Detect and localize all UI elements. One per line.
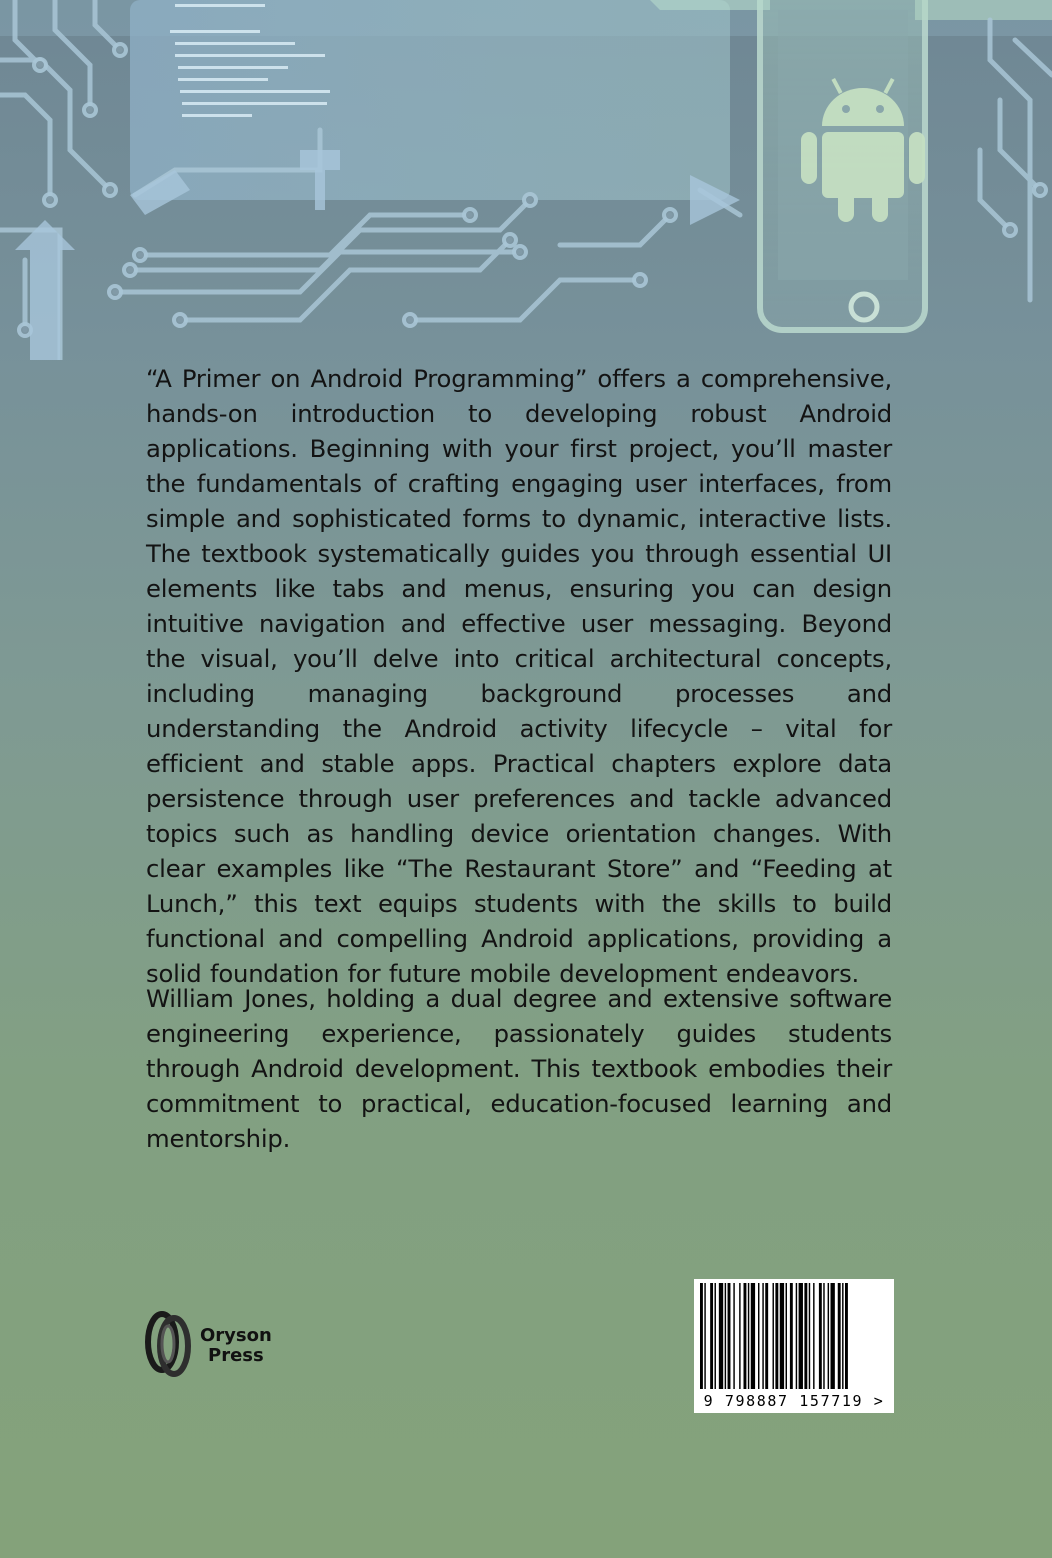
book-description: “A Primer on Android Programming” offers a comprehensive, hands-on introduction to developing robust Android applications. Beginning with your first project, you’ll master the fundamentals of crafting engaging user interfaces, from simple and sophisticated forms to dynamic, interactive lists. The textbook systematically guides you through essential UI elements like tabs and menus, ensuring you can design intuitive navigation and effective user messaging. Beyond the visual, you’ll delve into critical architectural concepts, including managing background processes and understanding the Android activity lifecycle – vital for efficient and stable apps. Practical chapters explore data persistence through user preferences and tackle advanced topics such as handling device orientation changes. With clear examples like “The Restaurant Store” and “Feeding at Lunch,” this text equips students with the skills to build functional and compelling Android applications, providing a solid foundation for future mobile development endeavors. (146, 364, 892, 988)
barcode-bars (694, 1279, 894, 1391)
isbn-barcode (694, 1279, 894, 1413)
interlocking-rings-logo-icon (142, 1306, 202, 1382)
publisher-name-line1: Oryson (200, 1325, 272, 1346)
isbn-number: 9 798887 157719 > (694, 1391, 894, 1411)
publisher-logo (142, 1306, 292, 1382)
author-bio: William Jones, holding a dual degree and extensive software engineering experience, passionately guides students through Android development. This textbook embodies their commitment to practical, education-focused learning and mentorship. (146, 984, 892, 1153)
circuit-artwork (0, 0, 1052, 360)
publisher-name-line2: Press (208, 1345, 264, 1366)
